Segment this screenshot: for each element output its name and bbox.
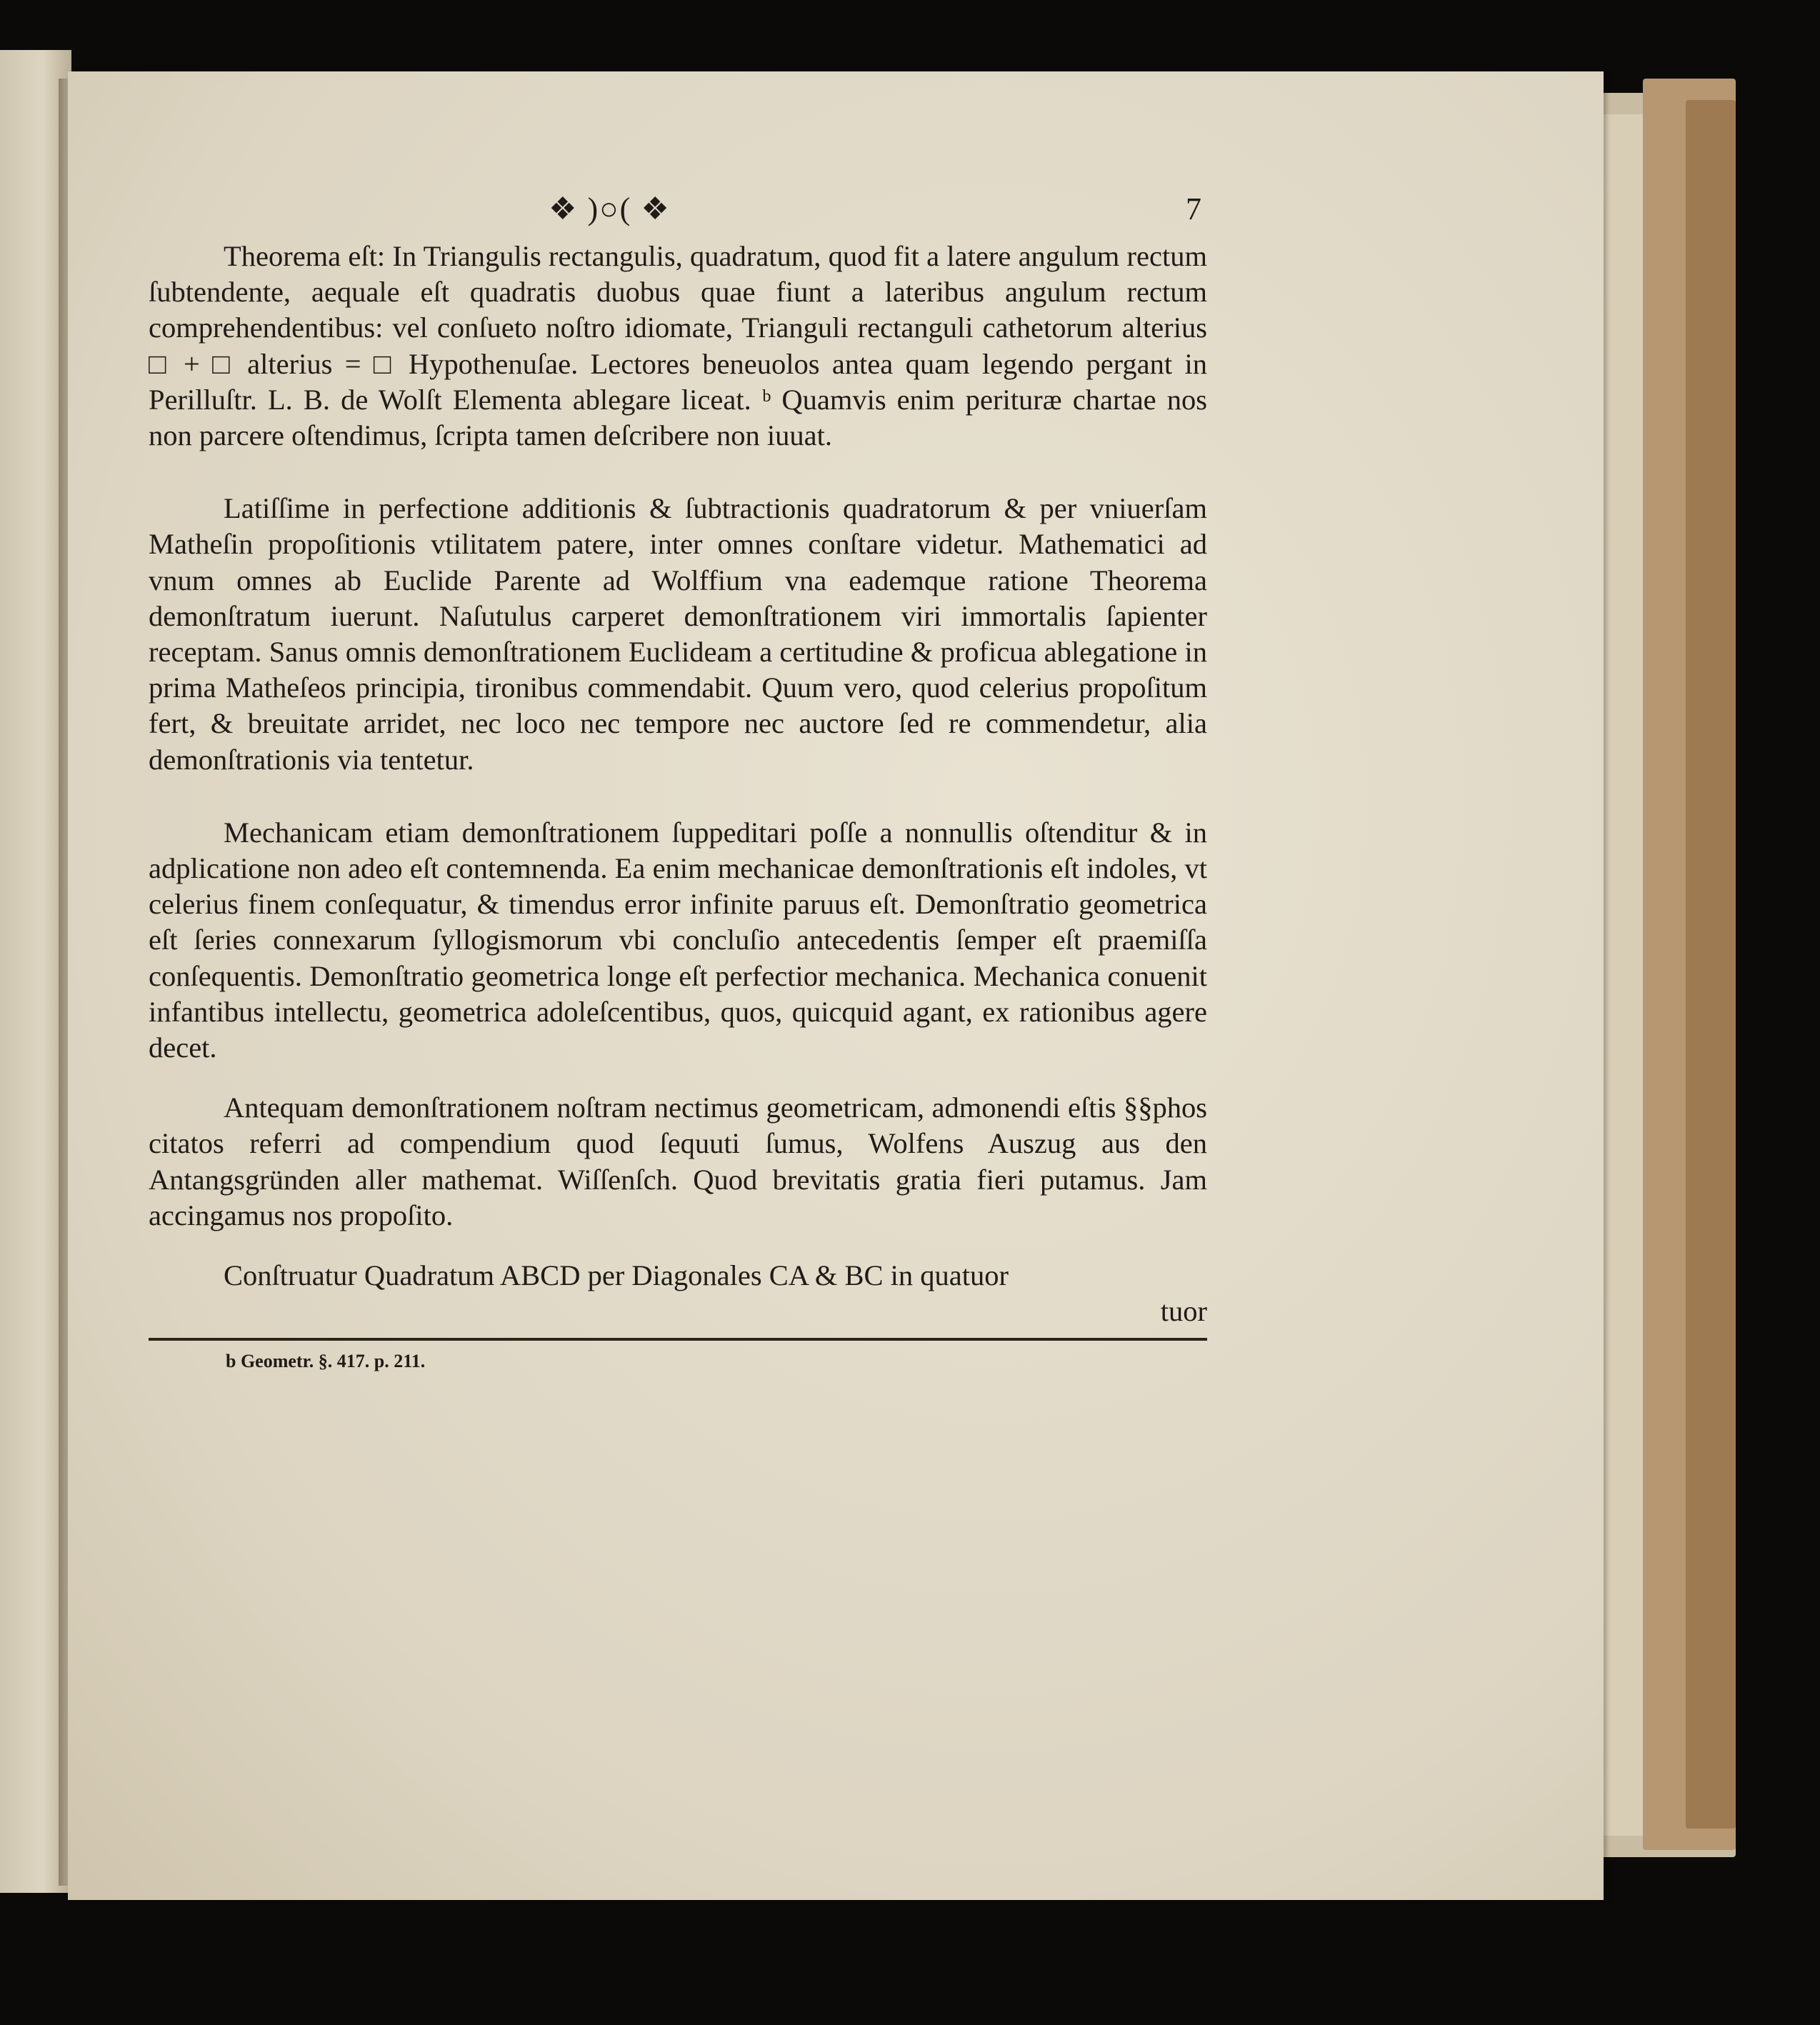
footnote-rule — [149, 1338, 1207, 1341]
page-text-block — [149, 191, 1207, 1374]
header-ornament: ❖ )○( ❖ — [549, 191, 671, 226]
paragraph: Theorema eſt: In Triangulis rectangulis, quadratum, quod fit a latere angulum rectum ſubtendente, aequale eſt quadratis duobus quae fiunt a lateribus angulum rectum comprehendentibus: vel conſueto noſtro idiomate, Trianguli rectanguli cathetorum alterius □ + □ alterius = □ Hypothenuſae. Lectores beneuolos antea quam legendo pergant in Perilluſtr. L. B. de Wolſt Elementa ablegare liceat. ᵇ Quamvis enim perituræ chartae nos non parcere oſtendimus, ſcripta tamen deſcribere non iuuat. — [149, 240, 1207, 452]
running-header — [149, 191, 1207, 234]
page-number: 7 — [1186, 191, 1201, 226]
footnote: b Geometr. §. 417. p. 211. — [226, 1351, 426, 1372]
catchword: tuor — [1160, 1295, 1207, 1328]
page-edge-stack — [1686, 100, 1736, 1829]
paragraph: Mechanicam etiam demonſtrationem ſuppeditari poſſe a nonnullis oſtenditur & in adplicatione non adeo eſt contemnenda. Ea enim mechanicae demonſtrationis eſt indoles, vt celerius finem conſequatur, & timendus error infinite paruus eſt. Demonſtratio geometrica eſt ſeries connexarum ſyllogismorum vbi concluſio antecedentis ſemper eſt praemiſſa conſequentis. Demonſtratio geometrica longe eſt perfectior mechanica. Mechanica conuenit infantibus intellectu, geometrica adoleſcentibus, quos, quicquid agant, ex rationibus agere decet. — [149, 816, 1207, 1064]
paragraph: Latiſſime in perfectione additionis & ſubtractionis quadratorum & per vniuerſam Matheſin propoſitionis vtilitatem patere, inter omnes conſtare videtur. Mathematici ad vnum omnes ab Euclide Parente ad Wolffium vna eademque ratione Theorema demonſtratum iuerunt. Naſutulus carperet demonſtrationem viri immortalis ſapienter receptam. Sanus omnis demonſtrationem Euclideam a certitudine & proficua ablegatione in prima Matheſeos principia, tironibus commendabit. Quum vero, quod celerius propoſitum fert, & breuitate arridet, nec loco nec tempore nec auctore ſed re commendetur, alia demonſtrationis via tentetur. — [149, 492, 1207, 776]
paragraph: Antequam demonſtrationem noſtram nectimus geometricam, admonendi eſtis §§phos citatos referri ad compendium quod ſequuti ſumus, Wolfens Auszug aus den Antangsgründen aller mathemat. Wiſſenſch. Quod brevitatis gratia fieri putamus. Jam accingamus nos propoſito. — [149, 1091, 1207, 1231]
paragraph: Conſtruatur Quadratum ABCD per Diagonales CA & BC in quatuor — [224, 1259, 1009, 1292]
